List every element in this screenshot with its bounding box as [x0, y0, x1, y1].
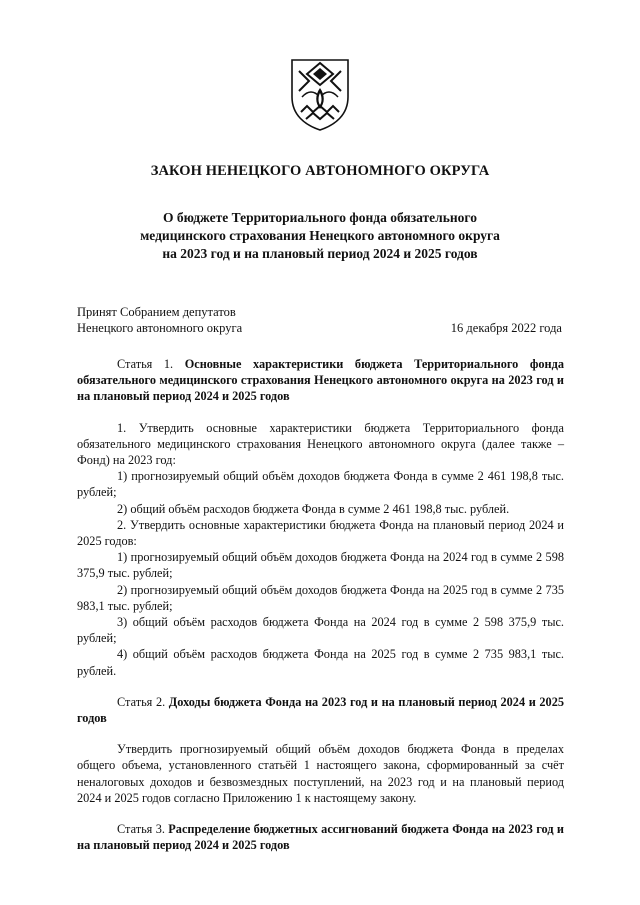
subtitle-line: О бюджете Территориального фонда обязательного [163, 210, 477, 225]
coat-of-arms-emblem [289, 57, 351, 132]
subtitle-line: на 2023 год и на плановый период 2024 и 2025 годов [162, 246, 478, 261]
paragraph: 1) прогнозируемый общий объём доходов бюджета Фонда в сумме 2 461 198,8 тыс. рублей; [77, 469, 564, 500]
paragraph: 3) общий объём расходов бюджета Фонда на 2024 год в сумме 2 598 375,9 тыс. рублей; [77, 615, 564, 646]
paragraph: 2) прогнозируемый общий объём доходов бюджета Фонда на 2025 год в сумме 2 735 983,1 тыс. рублей; [77, 582, 564, 613]
paragraph: 2. Утвердить основные характеристики бюджета Фонда на плановый период 2024 и 2025 годов: [77, 517, 564, 549]
article-title: Доходы бюджета Фонда на 2023 год и на плановый период 2024 и 2025 годов [77, 694, 564, 726]
article-label: Статья 2. [117, 694, 166, 709]
adoption-line: Ненецкого автономного округа [77, 321, 243, 335]
paragraph: 2) общий объём расходов бюджета Фонда в сумме 2 461 198,8 тыс. рублей. [117, 501, 510, 516]
article-1-heading [77, 356, 564, 405]
law-subtitle [60, 209, 580, 263]
article-title: Распределение бюджетных ассигнований бюджета Фонда на 2023 год и на плановый период 2024 и 2025 годов [77, 822, 565, 853]
paragraph: Утвердить прогнозируемый общий объём доходов бюджета Фонда в пределах общего объема, установленного статьёй 1 настоящего закона, сформированный за счёт неналоговых доходов и безвозмездных поступлений, на 2023 год и на плановый период 2024 и 2025 годов согласно Приложению 1 к настоящему закону. [77, 742, 564, 805]
article-2-heading [77, 694, 564, 726]
article-3-heading [77, 821, 564, 853]
law-body [77, 356, 564, 853]
adoption-note [77, 304, 242, 336]
paragraph: 1. Утвердить основные характеристики бюджета Территориального фонда обязательного медицинского страхования Ненецкого автономного округа (далее также – Фонд) на 2023 год: [77, 420, 564, 468]
article-title: Основные характеристики бюджета Территориального фонда обязательного медицинского страхования Ненецкого автономного округа на 2023 год и на плановый период 2024 и 2025 годов [77, 357, 564, 404]
law-title: ЗАКОН НЕНЕЦКОГО АВТОНОМНОГО ОКРУГА [150, 163, 490, 179]
adoption-date: 16 декабря 2022 года [450, 321, 562, 335]
article-label: Статья 1. [117, 357, 174, 371]
subtitle-line: медицинского страхования Ненецкого автономного округа [140, 228, 500, 243]
paragraph: 1) прогнозируемый общий объём доходов бюджета Фонда на 2024 год в сумме 2 598 375,9 тыс. рублей; [77, 550, 564, 581]
paragraph: 4) общий объём расходов бюджета Фонда на 2025 год в сумме 2 735 983,1 тыс. рублей. [77, 647, 564, 678]
adoption-line: Принят Собранием депутатов [77, 305, 236, 319]
article-label: Статья 3. [117, 822, 165, 837]
